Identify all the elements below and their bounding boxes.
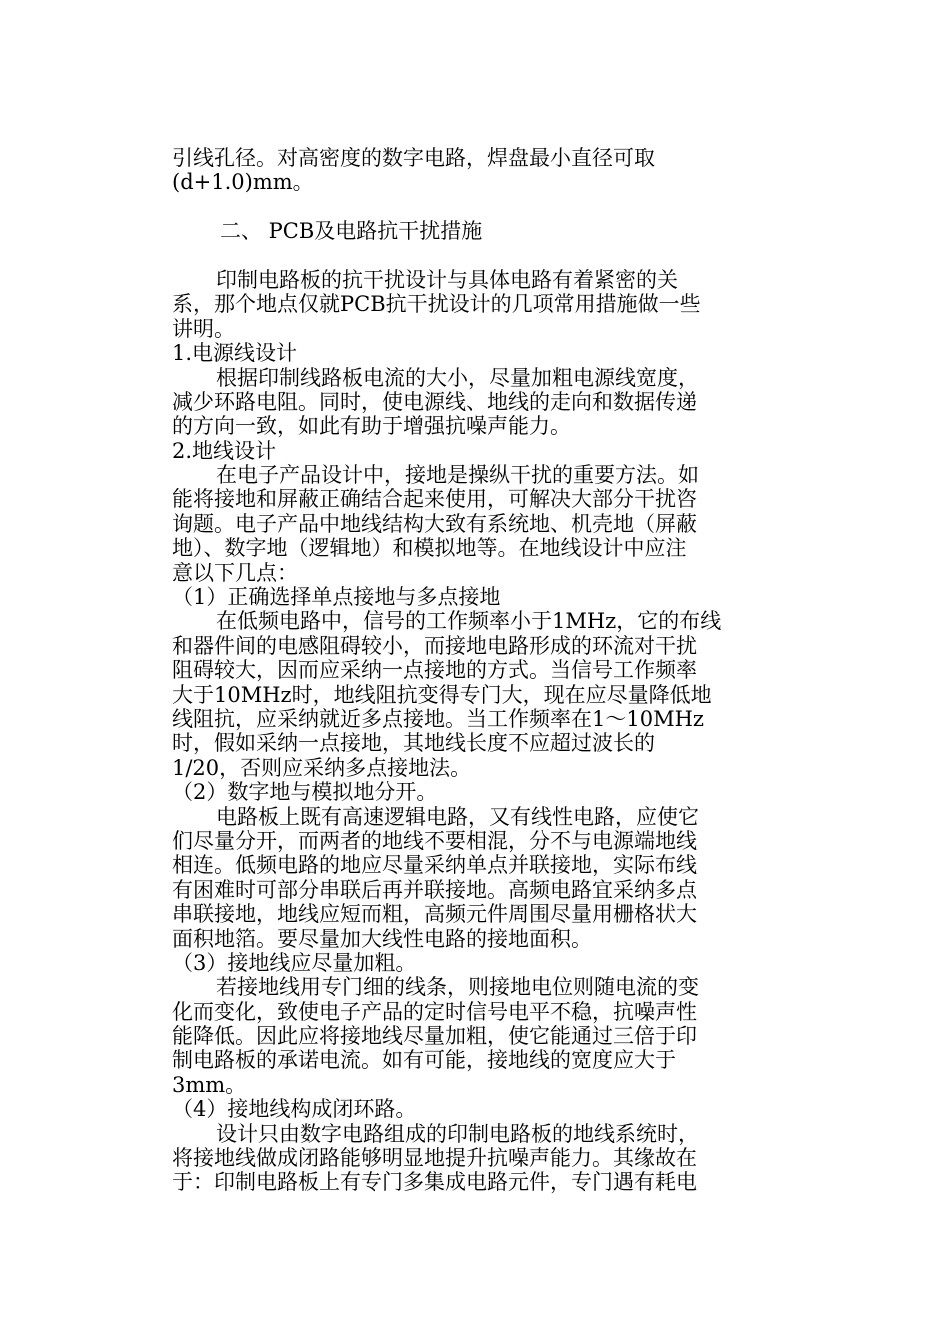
text-line: 在电子产品设计中，接地是操纵干扰的重要方法。如: [216, 463, 699, 488]
point-title: （4）接地线构成闭环路。: [172, 1097, 417, 1122]
section-title: 二、 PCB及电路抗干扰措施: [220, 219, 483, 244]
text-line: 时，假如采纳一点接地，其地线长度不应超过波长的: [172, 731, 655, 756]
text-line: 和器件间的电感阻碍较小，而接地电路形成的环流对干扰: [172, 633, 697, 658]
document-page: [172, 146, 782, 1195]
text-line: 大于10MHz时，地线阻抗变得专门大，现在应尽量降低地: [172, 682, 712, 707]
text-line: 1/20，否则应采纳多点接地法。: [172, 755, 472, 780]
text-line: 的方向一致，如此有助于增强抗噪声能力。: [172, 414, 571, 439]
text-line: 能将接地和屏蔽正确结合起来使用，可解决大部分干扰咨: [172, 487, 697, 512]
text-line: 根据印制线路板电流的大小，尽量加粗电源线宽度，: [216, 365, 699, 390]
text-line: 讲明。: [172, 316, 235, 341]
text-line: 引线孔径。对高密度的数字电路，焊盘最小直径可取: [172, 146, 655, 170]
text-line: 于：印制电路板上有专门多集成电路元件，专门遇有耗电: [172, 1170, 697, 1195]
text-line: 线阻抗，应采纳就近多点接地。当工作频率在1～10MHz: [172, 706, 704, 731]
text-line: 们尽量分开，而两者的地线不要相混，分不与电源端地线: [172, 828, 697, 853]
spacer: [172, 195, 782, 219]
text-line: 意以下几点：: [172, 560, 298, 585]
text-line: (d+1.0)mm。: [172, 170, 314, 195]
text-line: 地）、数字地（逻辑地）和模拟地等。在地线设计中应注: [172, 536, 687, 561]
point-title: （3）接地线应尽量加粗。: [172, 950, 417, 975]
point-title: （1）正确选择单点接地与多点接地: [172, 585, 501, 610]
text-line: 能降低。因此应将接地线尽量加粗，使它能通过三倍于印: [172, 1024, 697, 1049]
point-title: （2）数字地与模拟地分开。: [172, 780, 438, 805]
spacer: [172, 244, 782, 268]
text-line: 减少环路电阻。同时，使电源线、地线的走向和数据传递: [172, 389, 697, 414]
text-line: 印制电路板的抗干扰设计与具体电路有着紧密的关: [216, 267, 678, 292]
subsection-title: 1.电源线设计: [172, 341, 298, 366]
text-line: 阻碍较大，因而应采纳一点接地的方式。当信号工作频率: [172, 658, 697, 683]
text-line: 设计只由数字电路组成的印制电路板的地线系统时，: [216, 1121, 699, 1146]
subsection-title: 2.地线设计: [172, 438, 277, 463]
text-line: 化而变化，致使电子产品的定时信号电平不稳，抗噪声性: [172, 999, 697, 1024]
text-line: 在低频电路中，信号的工作频率小于1MHz，它的布线: [216, 609, 722, 634]
text-line: 若接地线用专门细的线条，则接地电位则随电流的变: [216, 975, 699, 1000]
text-line: 3mm。: [172, 1072, 247, 1097]
text-line: 制电路板的承诺电流。如有可能，接地线的宽度应大于: [172, 1048, 676, 1073]
text-line: 将接地线做成闭路能够明显地提升抗噪声能力。其缘故在: [172, 1146, 697, 1171]
text-line: 有困难时可部分串联后再并联接地。高频电路宜采纳多点: [172, 877, 697, 902]
text-line: 串联接地，地线应短而粗，高频元件周围尽量用栅格状大: [172, 902, 697, 927]
text-line: 电路板上既有高速逻辑电路，又有线性电路，应使它: [216, 804, 699, 829]
text-line: 询题。电子产品中地线结构大致有系统地、机壳地（屏蔽: [172, 511, 697, 536]
text-line: 相连。低频电路的地应尽量采纳单点并联接地，实际布线: [172, 853, 697, 878]
text-line: 系，那个地点仅就PCB抗干扰设计的几项常用措施做一些: [172, 292, 701, 317]
text-line: 面积地箔。要尽量加大线性电路的接地面积。: [172, 926, 592, 951]
